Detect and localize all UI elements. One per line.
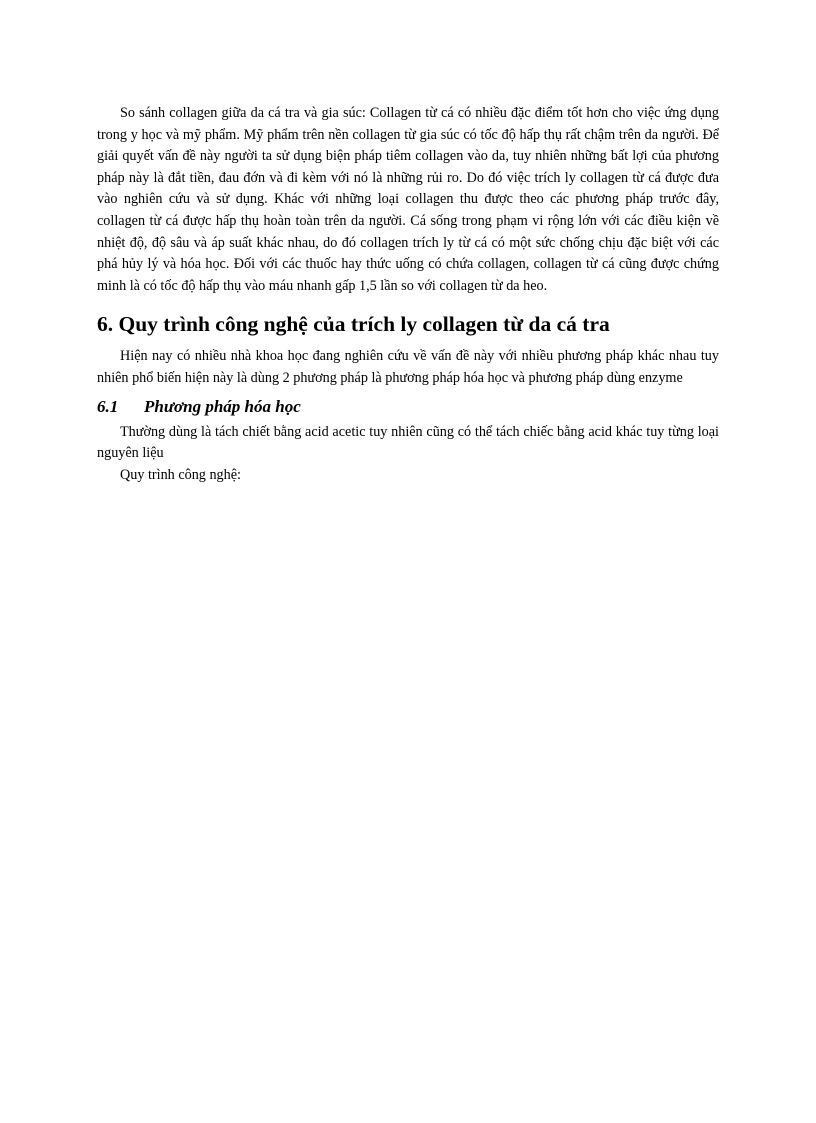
- paragraph-methods-overview: Hiện nay có nhiều nhà khoa học đang nghiên cứu về vấn đề này với nhiều phương pháp khác nhau tuy nhiên phổ biến hiện này là dùng 2 phương pháp là phương pháp hóa học và phương pháp dùng enzyme: [97, 348, 719, 386]
- paragraph-process-label: Quy trình công nghệ:: [120, 466, 241, 483]
- paragraph-collagen-comparison: So sánh collagen giữa da cá tra và gia súc: Collagen từ cá có nhiều đặc điểm tốt hơn cho việc ứng dụng trong y học và mỹ phẩm. Mỹ phẩm trên nền collagen từ gia súc có tốc độ hấp thụ rất chậm trên da người. Để giải quyết vấn đề này người ta sử dụng biện pháp tiêm collagen vào da, tuy nhiên những bất lợi của phương pháp này là đắt tiền, đau đớn và đi kèm với nó là những rủi ro. Do đó việc trích ly collagen từ cá được đưa vào nghiên cứu và sử dụng. Khác với những loại collagen thu được theo các phương pháp trước đây, collagen từ cá được hấp thụ hoàn toàn trên da người. Cá sống trong phạm vi rộng lớn với các điều kiện về nhiệt độ, độ sâu và áp suất khác nhau, do đó collagen trích ly từ cá có một sức chống chịu đặc biệt với các phá hủy lý và hóa học. Đối với các thuốc hay thức uống có chứa collagen, collagen từ cá cũng được chứng minh là có tốc độ hấp thụ vào máu nhanh gấp 1,5 lần so với collagen từ da heo.: [97, 105, 719, 294]
- document-page: [97, 103, 719, 486]
- paragraph-acetic-acid: Thường dùng là tách chiết bằng acid acetic tuy nhiên cũng có thể tách chiếc bằng acid khác tuy từng loại nguyên liệu: [97, 423, 719, 462]
- heading-section-6-1: [97, 396, 719, 418]
- heading-section-6: 6. Quy trình công nghệ của trích ly collagen từ da cá tra: [97, 312, 610, 337]
- heading-title: Phương pháp hóa học: [144, 396, 301, 416]
- heading-number: 6.1: [97, 396, 119, 416]
